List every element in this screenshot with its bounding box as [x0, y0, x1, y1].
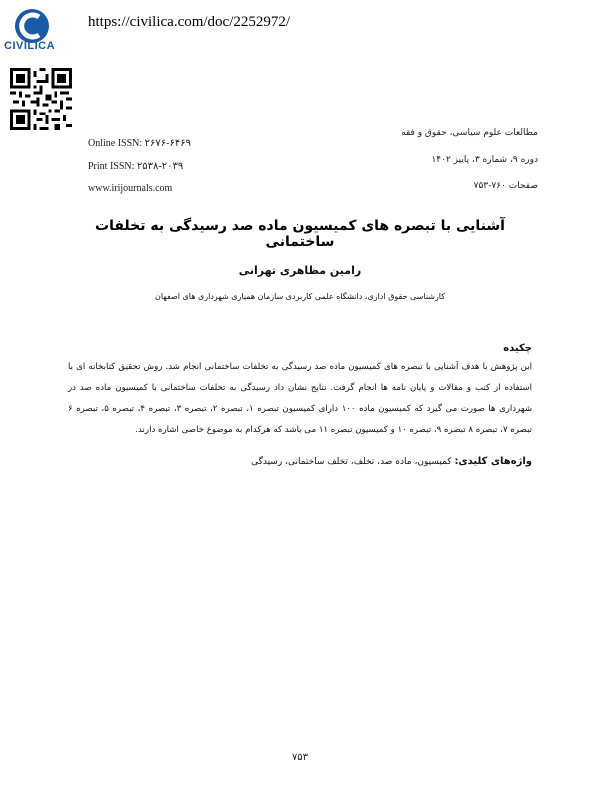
journal-website[interactable]: www.irijournals.com — [88, 183, 173, 194]
keywords-line — [68, 456, 532, 467]
keywords-label: واژه‌های کلیدی: — [454, 456, 532, 467]
keywords-text: کمیسیون، ماده صد، تخلف، تخلف ساختمانی، رسیدگی — [251, 457, 452, 467]
qr-code-icon — [10, 68, 72, 130]
journal-pages: صفحات ۷۶۰-۷۵۳ — [473, 181, 538, 191]
article-title: آشنایی با تبصره های کمیسیون ماده صد رسیدگی به تخلفات ساختمانی — [95, 218, 505, 250]
abstract-heading: چکیده — [503, 343, 532, 354]
online-issn: Online ISSN: ۲۶۷۶-۶۴۶۹ — [88, 138, 191, 149]
author-name: رامین مظاهری تهرانی — [238, 264, 362, 277]
page-number: ۷۵۳ — [291, 752, 309, 763]
document-url[interactable]: https://civilica.com/doc/2252972/ — [88, 14, 291, 30]
logo-text: CIVILICA — [4, 40, 56, 52]
abstract-text: این پژوهش با هدف آشنایی با تبصره های کمیسیون ماده صد رسیدگی به تخلفات ساختمانی انجام شد. روش تحقیق کتابخانه ای با استفاده از کتب و مقالات و پایان نامه ها انجام گرفت. نتایج نشان داد رسیدگی به تخلفات ساختمانی با کمیسیون ماده صد در شهرداری ها صورت می گیرد که کمیسیون ماده ۱۰۰ دارای کمیسیون تبصره ۱، تبصره ۲، تبصره ۳، تبصره ۴، تبصره ۵، تبصره ۶ تبصره ۷، تبصره ۸ تبصره ۹، تبصره ۱۰ و کمیسیون تبصره ۱۱ می باشد که هرکدام به موضوع خاصی اشاره دارند. — [68, 362, 533, 435]
journal-issue: دوره ۹، شماره ۳، پاییز ۱۴۰۲ — [431, 155, 538, 165]
print-issn: Print ISSN: ۲۵۳۸-۲۰۳۹ — [88, 161, 184, 172]
author-affiliation: کارشناسی حقوق اداری، دانشگاه علمی کاربردی سازمان همیاری شهرداری های اصفهان — [154, 292, 446, 301]
journal-name: مطالعات علوم سیاسی، حقوق و فقه — [401, 128, 538, 138]
